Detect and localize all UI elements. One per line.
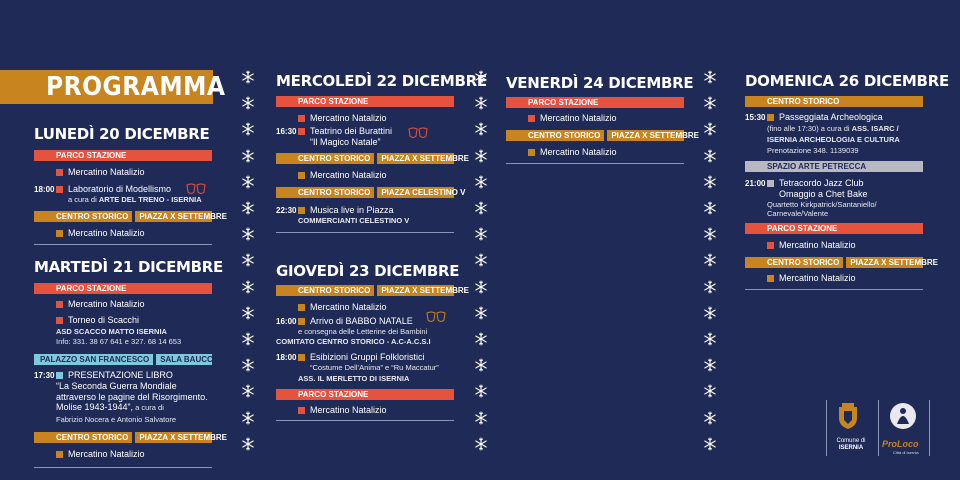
divider [745, 289, 923, 290]
event-item: Mercatino Natalizio [56, 299, 145, 309]
snowflake-icon [703, 437, 717, 451]
snowflake-icon [474, 201, 488, 215]
snowflake-icon [241, 411, 255, 425]
program-banner: PROGRAMMA [0, 70, 213, 104]
event-description: “Costume Dell’Anima” e “Ru Maccatur” [310, 363, 439, 372]
snowflake-icon [703, 70, 717, 84]
event-item: Arrivo di BABBO NATALE [298, 316, 413, 326]
snowflake-icon [474, 122, 488, 136]
event-item: Passeggiata Archeologica [767, 112, 883, 122]
event-item: Mercatino Natalizio [56, 167, 145, 177]
event-info: Prenotazione 348. 1139039 [767, 146, 859, 155]
snowflake-icon [474, 384, 488, 398]
event-time: 18:00 [34, 185, 55, 194]
event-organizer: ASD SCACCO MATTO ISERNIA [56, 327, 167, 336]
snowflake-icon [241, 332, 255, 346]
snowflake-icon [474, 411, 488, 425]
event-organizer: a cura di ARTE DEL TRENO - ISERNIA [68, 195, 202, 204]
divider [506, 163, 684, 164]
snowflake-icon [241, 122, 255, 136]
snowflake-icon [703, 358, 717, 372]
venue-bar: PARCO STAZIONE [276, 96, 454, 107]
comune-logo [826, 400, 878, 456]
snowflake-icon [474, 227, 488, 241]
snowflake-icon [474, 96, 488, 110]
snowflake-icon [703, 280, 717, 294]
venue-bar: CENTRO STORICO PIAZZA X SETTEMBRE [745, 257, 923, 268]
event-item: Mercatino Natalizio [56, 449, 145, 459]
snowflake-icon [241, 149, 255, 163]
event-item: Torneo di Scacchi [56, 315, 139, 325]
venue-bar: CENTRO STORICO PIAZZA X SETTEMBRE [34, 432, 212, 443]
divider [34, 244, 212, 245]
snowflake-icon [241, 227, 255, 241]
event-time: 15:30 [745, 113, 766, 122]
event-subtitle: Omaggio a Chet Bake [779, 189, 868, 199]
snowflake-icon [703, 122, 717, 136]
snowflake-icon [703, 384, 717, 398]
snowflake-icon [703, 227, 717, 241]
event-item: Esibizioni Gruppi Folkloristici [298, 352, 425, 362]
day-heading: LUNEDÌ 20 DICEMBRE [34, 125, 210, 143]
event-item: Mercatino Natalizio [298, 170, 387, 180]
snowflake-icon [703, 411, 717, 425]
venue-bar: PARCO STAZIONE [506, 97, 684, 108]
snowflake-icon [474, 332, 488, 346]
comune-name: ISERNIA [838, 445, 864, 451]
snowflake-icon [241, 358, 255, 372]
venue-bar: PALAZZO SAN FRANCESCO SALA BAUCCI [34, 354, 212, 365]
day-heading: DOMENICA 26 DICEMBRE [745, 72, 949, 90]
event-organizer: ISERNIA ARCHEOLOGIA E CULTURA [767, 135, 900, 144]
divider [276, 232, 454, 233]
venue-bar: CENTRO STORICO PIAZZA X SETTEMBRE [276, 285, 454, 296]
venue-bar: SPAZIO ARTE PETRECCA [745, 161, 923, 172]
venue-bar: PARCO STAZIONE [34, 150, 212, 161]
day-heading: MARTEDÌ 21 DICEMBRE [34, 258, 223, 276]
event-item: Musica live in Piazza [298, 205, 394, 215]
event-item: Laboratorio di Modellismo [56, 184, 171, 194]
event-time: 21:00 [745, 179, 766, 188]
venue-bar: CENTRO STORICO [745, 96, 923, 107]
snowflake-icon [703, 306, 717, 320]
comune-text: Comune di [836, 438, 866, 444]
event-description: “La Seconda Guerra Mondiale attraverso le pagine del Risorgimento. Molise 1943-1944”, a cura di [56, 381, 208, 412]
event-info: Info: 331. 38 67 641 e 327. 68 14 653 [56, 337, 182, 346]
snowflake-icon [474, 280, 488, 294]
snowflake-icon [241, 280, 255, 294]
proloco-logo [878, 400, 930, 456]
snowflake-icon [241, 201, 255, 215]
venue-bar: PARCO STAZIONE [34, 283, 212, 294]
venue-bar: CENTRO STORICO PIAZZA CELESTINO V [276, 187, 454, 198]
snowflake-icon [241, 253, 255, 267]
event-organizer: (fino alle 17:30) a cura di ASS. ISARC / [767, 124, 899, 133]
snowflake-icon [703, 149, 717, 163]
event-description: e consegna delle Letterine dei Bambini [298, 327, 428, 336]
proloco-subtitle: Città di Isernia [893, 450, 919, 455]
snowflake-icon [703, 175, 717, 189]
snowflake-icon [241, 96, 255, 110]
snowflake-icon [703, 201, 717, 215]
event-time: 17:30 [34, 371, 55, 380]
event-time: 16:30 [276, 127, 297, 136]
event-item: Mercatino Natalizio [528, 147, 617, 157]
proloco-name: ProLoco [882, 439, 919, 449]
event-item: Mercatino Natalizio [298, 113, 387, 123]
snowflake-icon [474, 358, 488, 372]
event-organizer: ASS. IL MERLETTO DI ISERNIA [298, 374, 410, 383]
event-item: Teatrino dei Burattini [298, 126, 392, 136]
divider [276, 420, 454, 421]
event-subtitle: “Il Magico Natale” [310, 137, 381, 147]
snowflake-icon [474, 175, 488, 189]
event-item: Mercatino Natalizio [298, 302, 387, 312]
venue-bar: CENTRO STORICO PIAZZA X SETTEMBRE [276, 153, 454, 164]
divider [34, 467, 212, 468]
snowflake-icon [703, 96, 717, 110]
snowflake-icon [241, 437, 255, 451]
snowflake-icon [241, 70, 255, 84]
venue-bar: CENTRO STORICO PIAZZA X SETTEMBRE [506, 130, 684, 141]
event-item: PRESENTAZIONE LIBRO [56, 370, 173, 380]
day-heading: MERCOLEDÌ 22 DICEMBRE [276, 72, 487, 90]
event-time: 22:30 [276, 206, 297, 215]
snowflake-icon [241, 175, 255, 189]
proloco-emblem-icon [889, 402, 917, 430]
event-item: Mercatino Natalizio [767, 273, 856, 283]
day-heading: VENERDÌ 24 DICEMBRE [506, 74, 694, 92]
event-item: Mercatino Natalizio [767, 240, 856, 250]
venue-bar: PARCO STAZIONE [745, 223, 923, 234]
theatre-masks-icon [426, 311, 446, 325]
coat-of-arms-icon [837, 402, 859, 430]
event-item: Tetracordo Jazz Club [767, 178, 864, 188]
snowflake-icon [474, 149, 488, 163]
snowflake-icon [703, 253, 717, 267]
snowflake-icon [241, 306, 255, 320]
snowflake-icon [703, 332, 717, 346]
venue-bar: CENTRO STORICO PIAZZA X SETTEMBRE [34, 211, 212, 222]
snowflake-icon [474, 437, 488, 451]
venue-bar: PARCO STAZIONE [276, 389, 454, 400]
event-item: Mercatino Natalizio [56, 228, 145, 238]
event-organizer: COMMERCIANTI CELESTINO V [298, 216, 410, 225]
theatre-masks-icon [408, 127, 428, 141]
snowflake-icon [241, 384, 255, 398]
event-organizer: Fabrizio Nocera e Antonio Salvatore [56, 415, 177, 424]
snowflake-icon [474, 306, 488, 320]
day-heading: GIOVEDÌ 23 DICEMBRE [276, 262, 460, 280]
event-item: Mercatino Natalizio [528, 113, 617, 123]
event-item: Mercatino Natalizio [298, 405, 387, 415]
event-time: 18:00 [276, 353, 297, 362]
snowflake-icon [474, 253, 488, 267]
event-organizer: COMITATO CENTRO STORICO - A.C-A.C.S.I [276, 337, 431, 346]
event-description: Quartetto Kirkpatrick/Santaniello/ Carnevale/Valente [767, 200, 877, 218]
snowflake-icon [474, 70, 488, 84]
event-time: 16:00 [276, 317, 297, 326]
